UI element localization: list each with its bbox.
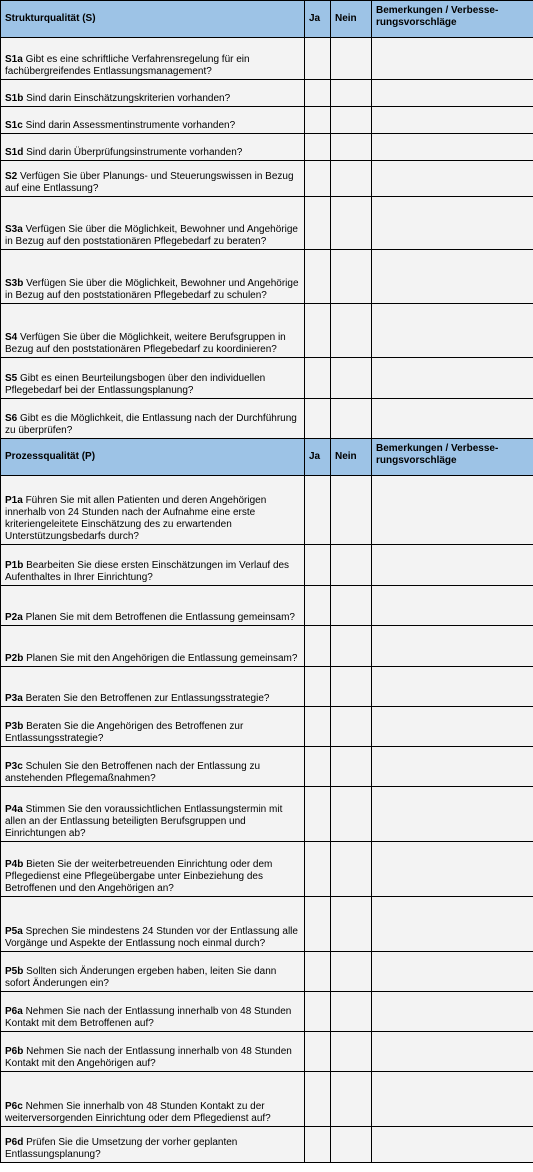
remarks-cell[interactable] [372, 358, 533, 399]
question-code: S1b [5, 93, 24, 104]
question-row [1, 707, 533, 747]
remarks-cell[interactable] [372, 707, 533, 747]
question-row [1, 161, 533, 197]
answer-nein-cell[interactable] [331, 787, 372, 842]
question-text: Sprechen Sie mindestens 24 Stunden vor der Entlassung alle Vorgänge und Aspekte der Entlassung noch einmal durch? [5, 926, 298, 949]
remarks-cell[interactable] [372, 747, 533, 787]
answer-ja-cell[interactable] [305, 667, 331, 707]
question-row [1, 787, 533, 842]
answer-nein-cell[interactable] [331, 107, 372, 134]
question-text: Bieten Sie der weiterbetreuenden Einrichtung oder dem Pflegedienst eine Pflegeübergabe unter Einbeziehung des Betroffenen und den Angehörigen an? [5, 859, 273, 894]
question-row [1, 358, 533, 399]
answer-nein-cell[interactable] [331, 992, 372, 1032]
column-header-ja: Ja [305, 1, 331, 38]
question-cell [1, 992, 305, 1032]
question-code: S5 [5, 373, 18, 384]
column-header-ja: Ja [305, 439, 331, 476]
question-cell [1, 399, 305, 439]
question-row [1, 842, 533, 897]
question-row [1, 897, 533, 952]
answer-ja-cell[interactable] [305, 399, 331, 439]
question-text: Planen Sie mit dem Betroffenen die Entlassung gemeinsam? [22, 612, 295, 623]
question-row [1, 107, 533, 134]
question-row [1, 545, 533, 586]
answer-ja-cell[interactable] [305, 747, 331, 787]
answer-ja-cell[interactable] [305, 1072, 331, 1127]
question-cell [1, 107, 305, 134]
question-row [1, 80, 533, 107]
remarks-cell[interactable] [372, 1032, 533, 1072]
question-row [1, 476, 533, 545]
answer-nein-cell[interactable] [331, 1032, 372, 1072]
question-row [1, 1072, 533, 1127]
question-row [1, 747, 533, 787]
answer-ja-cell[interactable] [305, 107, 331, 134]
question-row [1, 197, 533, 250]
remarks-cell[interactable] [372, 545, 533, 586]
answer-ja-cell[interactable] [305, 707, 331, 747]
question-code: P1a [5, 495, 23, 506]
answer-ja-cell[interactable] [305, 545, 331, 586]
remarks-cell[interactable] [372, 842, 533, 897]
question-row [1, 1127, 533, 1163]
question-code: P6c [5, 1101, 23, 1112]
question-cell [1, 304, 305, 358]
answer-nein-cell[interactable] [331, 707, 372, 747]
question-row [1, 304, 533, 358]
question-code: P3c [5, 761, 23, 772]
remarks-cell[interactable] [372, 667, 533, 707]
answer-ja-cell[interactable] [305, 476, 331, 545]
remarks-cell[interactable] [372, 952, 533, 992]
question-row [1, 38, 533, 80]
answer-nein-cell[interactable] [331, 161, 372, 197]
question-code: P1b [5, 560, 24, 571]
answer-ja-cell[interactable] [305, 134, 331, 161]
question-code: P2b [5, 653, 24, 664]
question-code: P2a [5, 612, 23, 623]
question-code: S3a [5, 224, 23, 235]
question-cell [1, 747, 305, 787]
question-code: P4a [5, 804, 23, 815]
remarks-cell[interactable] [372, 399, 533, 439]
question-code: S1a [5, 54, 23, 65]
question-cell [1, 1032, 305, 1072]
question-cell [1, 707, 305, 747]
remarks-cell[interactable] [372, 134, 533, 161]
remarks-cell[interactable] [372, 161, 533, 197]
answer-nein-cell[interactable] [331, 747, 372, 787]
question-code: P6a [5, 1006, 23, 1017]
answer-nein-cell[interactable] [331, 80, 372, 107]
answer-nein-cell[interactable] [331, 304, 372, 358]
question-text: Beraten Sie den Betroffenen zur Entlassungsstrategie? [22, 693, 270, 704]
remarks-cell[interactable] [372, 992, 533, 1032]
question-row [1, 952, 533, 992]
remarks-cell[interactable] [372, 787, 533, 842]
answer-ja-cell[interactable] [305, 197, 331, 250]
remarks-cell[interactable] [372, 1127, 533, 1163]
section-header-row [1, 1, 533, 38]
question-text: Stimmen Sie den voraussichtlichen Entlassungstermin mit allen an der Entlassung beteiligten Berufsgruppen und Einrichtungen ab? [5, 804, 283, 839]
answer-nein-cell[interactable] [331, 38, 372, 80]
column-header-nein: Nein [331, 1, 372, 38]
answer-ja-cell[interactable] [305, 952, 331, 992]
answer-nein-cell[interactable] [331, 197, 372, 250]
question-text: Schulen Sie den Betroffenen nach der Entlassung zu anstehenden Pflegemaßnahmen? [5, 761, 260, 784]
question-text: Bearbeiten Sie diese ersten Einschätzungen im Verlauf des Aufenthaltes in Ihrer Einrichtung? [5, 560, 290, 583]
column-header-nein: Nein [331, 439, 372, 476]
question-cell [1, 897, 305, 952]
answer-nein-cell[interactable] [331, 586, 372, 626]
question-code: P5a [5, 926, 23, 937]
question-text: Beraten Sie die Angehörigen des Betroffenen zur Entlassungsstrategie? [5, 721, 244, 744]
question-row [1, 134, 533, 161]
question-row [1, 399, 533, 439]
question-text: Sind darin Einschätzungskriterien vorhanden? [23, 93, 231, 104]
answer-ja-cell[interactable] [305, 992, 331, 1032]
question-row [1, 626, 533, 667]
question-text: Gibt es eine schriftliche Verfahrensregelung für ein fachübergreifendes Entlassungsmanagement? [5, 54, 250, 77]
answer-nein-cell[interactable] [331, 250, 372, 304]
question-code: P5b [5, 966, 24, 977]
question-code: S1c [5, 120, 23, 131]
question-row [1, 1032, 533, 1072]
question-cell [1, 667, 305, 707]
answer-nein-cell[interactable] [331, 358, 372, 399]
answer-ja-cell[interactable] [305, 842, 331, 897]
remarks-cell[interactable] [372, 250, 533, 304]
question-code: S4 [5, 332, 18, 343]
question-text: Prüfen Sie die Umsetzung der vorher geplanten Entlassungsplanung? [5, 1137, 238, 1160]
answer-nein-cell[interactable] [331, 476, 372, 545]
question-row [1, 992, 533, 1032]
answer-ja-cell[interactable] [305, 897, 331, 952]
answer-nein-cell[interactable] [331, 1072, 372, 1127]
question-text: Gibt es die Möglichkeit, die Entlassung nach der Durchführung zu überprüfen? [5, 413, 297, 436]
remarks-cell[interactable] [372, 586, 533, 626]
question-text: Sind darin Überprüfungsinstrumente vorhanden? [23, 147, 243, 158]
answer-ja-cell[interactable] [305, 626, 331, 667]
answer-ja-cell[interactable] [305, 161, 331, 197]
question-text: Planen Sie mit den Angehörigen die Entlassung gemeinsam? [23, 653, 298, 664]
question-cell [1, 476, 305, 545]
remarks-cell[interactable] [372, 897, 533, 952]
question-row [1, 667, 533, 707]
remarks-cell[interactable] [372, 80, 533, 107]
answer-ja-cell[interactable] [305, 1127, 331, 1163]
answer-nein-cell[interactable] [331, 545, 372, 586]
remarks-cell[interactable] [372, 38, 533, 80]
question-text: Verfügen Sie über Planungs- und Steuerungswissen in Bezug auf eine Entlassung? [5, 171, 294, 194]
section-title: Strukturqualität (S) [1, 1, 305, 38]
question-cell [1, 197, 305, 250]
question-text: Sollten sich Änderungen ergeben haben, leiten Sie dann sofort Änderungen ein? [5, 966, 277, 989]
question-row [1, 586, 533, 626]
column-header-remarks: Bemerkungen / Verbesse-rungsvorschläge [372, 1, 533, 38]
question-cell [1, 250, 305, 304]
question-code: P6d [5, 1137, 24, 1148]
question-text: Nehmen Sie nach der Entlassung innerhalb von 48 Stunden Kontakt mit dem Betroffenen auf? [5, 1006, 292, 1029]
answer-nein-cell[interactable] [331, 399, 372, 439]
answer-ja-cell[interactable] [305, 358, 331, 399]
question-text: Nehmen Sie nach der Entlassung innerhalb von 48 Stunden Kontakt mit den Angehörigen auf? [5, 1046, 292, 1069]
answer-nein-cell[interactable] [331, 897, 372, 952]
question-cell [1, 626, 305, 667]
question-code: S3b [5, 278, 24, 289]
question-cell [1, 358, 305, 399]
remarks-cell[interactable] [372, 626, 533, 667]
question-cell [1, 787, 305, 842]
section-title: Prozessqualität (P) [1, 439, 305, 476]
question-text: Verfügen Sie über die Möglichkeit, Bewohner und Angehörige in Bezug auf den poststationären Pflegebedarf zu schulen? [5, 278, 299, 301]
answer-nein-cell[interactable] [331, 1127, 372, 1163]
question-code: P3b [5, 721, 24, 732]
question-code: P4b [5, 859, 24, 870]
question-code: P3a [5, 693, 23, 704]
question-cell [1, 842, 305, 897]
answer-nein-cell[interactable] [331, 952, 372, 992]
question-text: Gibt es einen Beurteilungsbogen über den individuellen Pflegebedarf bei der Entlassungsplanung? [5, 373, 266, 396]
question-cell [1, 1072, 305, 1127]
answer-ja-cell[interactable] [305, 80, 331, 107]
question-cell [1, 586, 305, 626]
answer-nein-cell[interactable] [331, 134, 372, 161]
question-code: P6b [5, 1046, 24, 1057]
remarks-cell[interactable] [372, 304, 533, 358]
answer-ja-cell[interactable] [305, 304, 331, 358]
answer-ja-cell[interactable] [305, 250, 331, 304]
question-cell [1, 38, 305, 80]
answer-nein-cell[interactable] [331, 842, 372, 897]
question-code: S1d [5, 147, 24, 158]
question-cell [1, 161, 305, 197]
question-text: Verfügen Sie über die Möglichkeit, Bewohner und Angehörige in Bezug auf den poststationären Pflegebedarf zu beraten? [5, 224, 298, 247]
answer-nein-cell[interactable] [331, 626, 372, 667]
remarks-cell[interactable] [372, 197, 533, 250]
question-text: Nehmen Sie innerhalb von 48 Stunden Kontakt zu der weiterversorgenden Einrichtung oder dem Pflegedienst auf? [5, 1101, 271, 1124]
section-header-row [1, 439, 533, 476]
question-code: S6 [5, 413, 18, 424]
answer-ja-cell[interactable] [305, 1032, 331, 1072]
answer-ja-cell[interactable] [305, 787, 331, 842]
question-text: Verfügen Sie über die Möglichkeit, weitere Berufsgruppen in Bezug auf den poststationären Pflegebedarf zu koordinieren? [5, 332, 286, 355]
question-text: Führen Sie mit allen Patienten und deren Angehörigen innerhalb von 24 Stunden nach der Aufnahme eine erste kriteriengeleitete Einschätzung des zu erwartenden Unterstützungsbedarfs durch? [5, 495, 267, 542]
remarks-cell[interactable] [372, 107, 533, 134]
remarks-cell[interactable] [372, 476, 533, 545]
question-row [1, 250, 533, 304]
question-cell [1, 1127, 305, 1163]
question-code: S2 [5, 171, 18, 182]
question-cell [1, 545, 305, 586]
question-cell [1, 952, 305, 992]
question-cell [1, 80, 305, 107]
question-cell [1, 134, 305, 161]
column-header-remarks: Bemerkungen / Verbesse-rungsvorschläge [372, 439, 533, 476]
answer-ja-cell[interactable] [305, 586, 331, 626]
question-text: Sind darin Assessmentinstrumente vorhanden? [22, 120, 236, 131]
answer-nein-cell[interactable] [331, 667, 372, 707]
answer-ja-cell[interactable] [305, 38, 331, 80]
remarks-cell[interactable] [372, 1072, 533, 1127]
